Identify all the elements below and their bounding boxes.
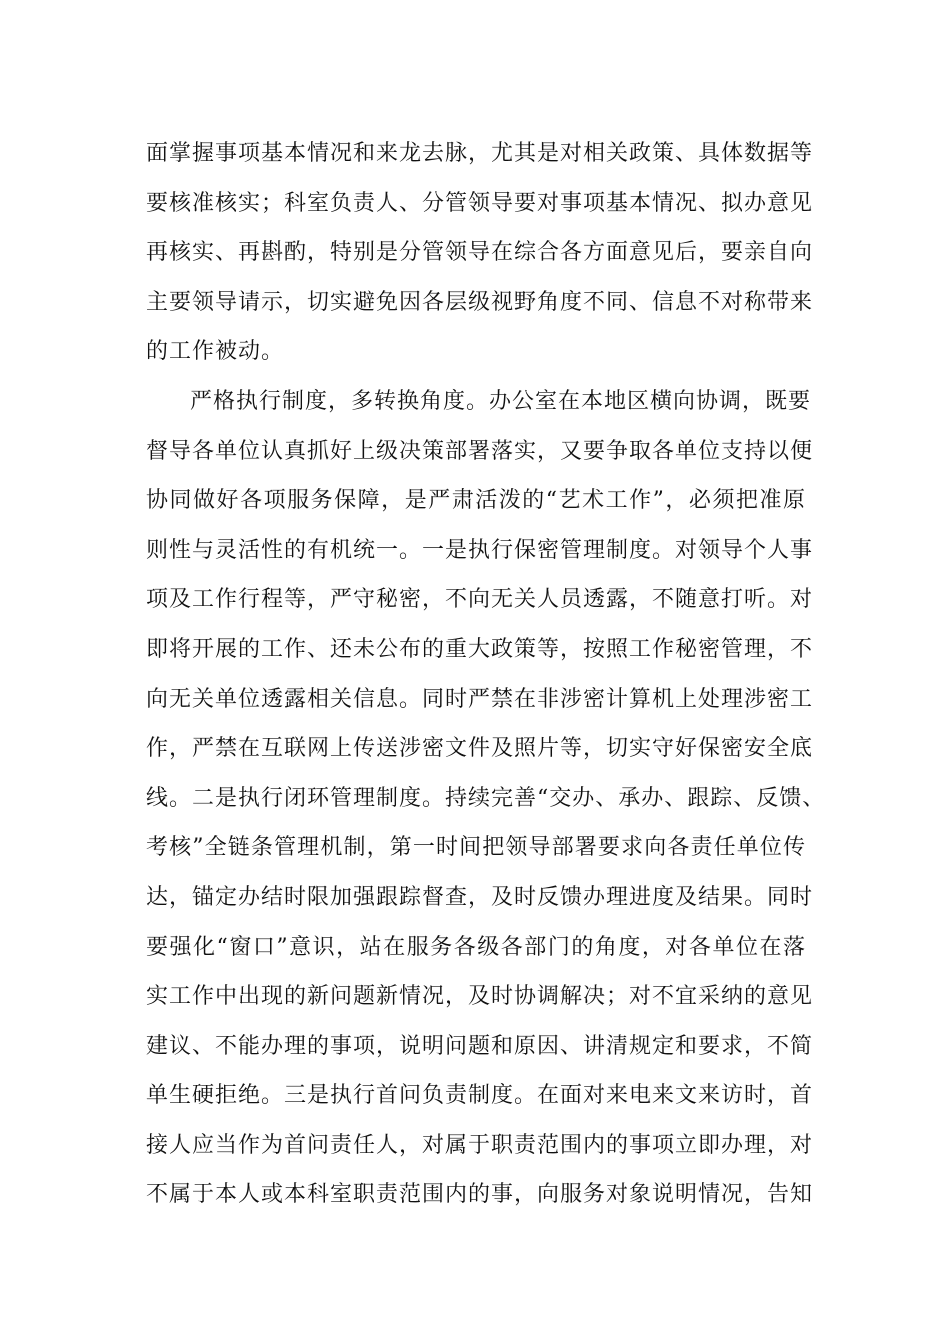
text-line: 主要领导请示，切实避免因各层级视野角度不同、信息不对称带来 — [146, 289, 814, 315]
text-line: 协同做好各项服务保障，是严肃活泼的“艺术工作”，必须把准原 — [146, 488, 806, 514]
text-line: 线。二是执行闭环管理制度。持续完善“交办、承办、跟踪、反馈、 — [146, 785, 826, 811]
text-line: 要核准核实；科室负责人、分管领导要对事项基本情况、拟办意见 — [146, 190, 814, 216]
text-line: 达，锚定办结时限加强跟踪督查，及时反馈办理进度及结果。同时 — [146, 884, 814, 910]
text-line: 接人应当作为首问责任人，对属于职责范围内的事项立即办理，对 — [146, 1132, 814, 1158]
text-line: 建议、不能办理的事项，说明问题和原因、讲清规定和要求，不简 — [146, 1033, 814, 1059]
text-line: 即将开展的工作、还未公布的重大政策等，按照工作秘密管理，不 — [146, 636, 814, 662]
text-line: 项及工作行程等，严守秘密，不向无关人员透露，不随意打听。对 — [146, 587, 814, 613]
text-line: 督导各单位认真抓好上级决策部署落实，又要争取各单位支持以便 — [146, 438, 814, 464]
text-line: 要强化“窗口”意识，站在服务各级各部门的角度，对各单位在落 — [146, 934, 806, 960]
text-line: 面掌握事项基本情况和来龙去脉，尤其是对相关政策、具体数据等 — [146, 141, 814, 166]
text-line: 再核实、再斟酌，特别是分管领导在综合各方面意见后，要亲自向 — [146, 240, 814, 266]
text-line: 作，严禁在互联网上传送涉密文件及照片等，切实守好保密安全底 — [146, 736, 814, 762]
body-text — [146, 129, 826, 1220]
text-line: 则性与灵活性的有机统一。一是执行保密管理制度。对领导个人事 — [146, 537, 814, 563]
paragraph-first-line: 严格执行制度，多转换角度。办公室在本地区横向协调，既要 — [190, 388, 812, 414]
text-line: 实工作中出现的新问题新情况，及时协调解决；对不宜采纳的意见 — [146, 984, 814, 1010]
text-line: 考核”全链条管理机制，第一时间把领导部署要求向各责任单位传 — [146, 835, 806, 861]
text-line: 单生硬拒绝。三是执行首问负责制度。在面对来电来文来访时，首 — [146, 1083, 814, 1109]
text-line: 向无关单位透露相关信息。同时严禁在非涉密计算机上处理涉密工 — [146, 686, 814, 712]
text-line: 的工作被动。 — [146, 339, 285, 365]
text-line: 不属于本人或本科室职责范围内的事，向服务对象说明情况，告知 — [146, 1182, 814, 1208]
